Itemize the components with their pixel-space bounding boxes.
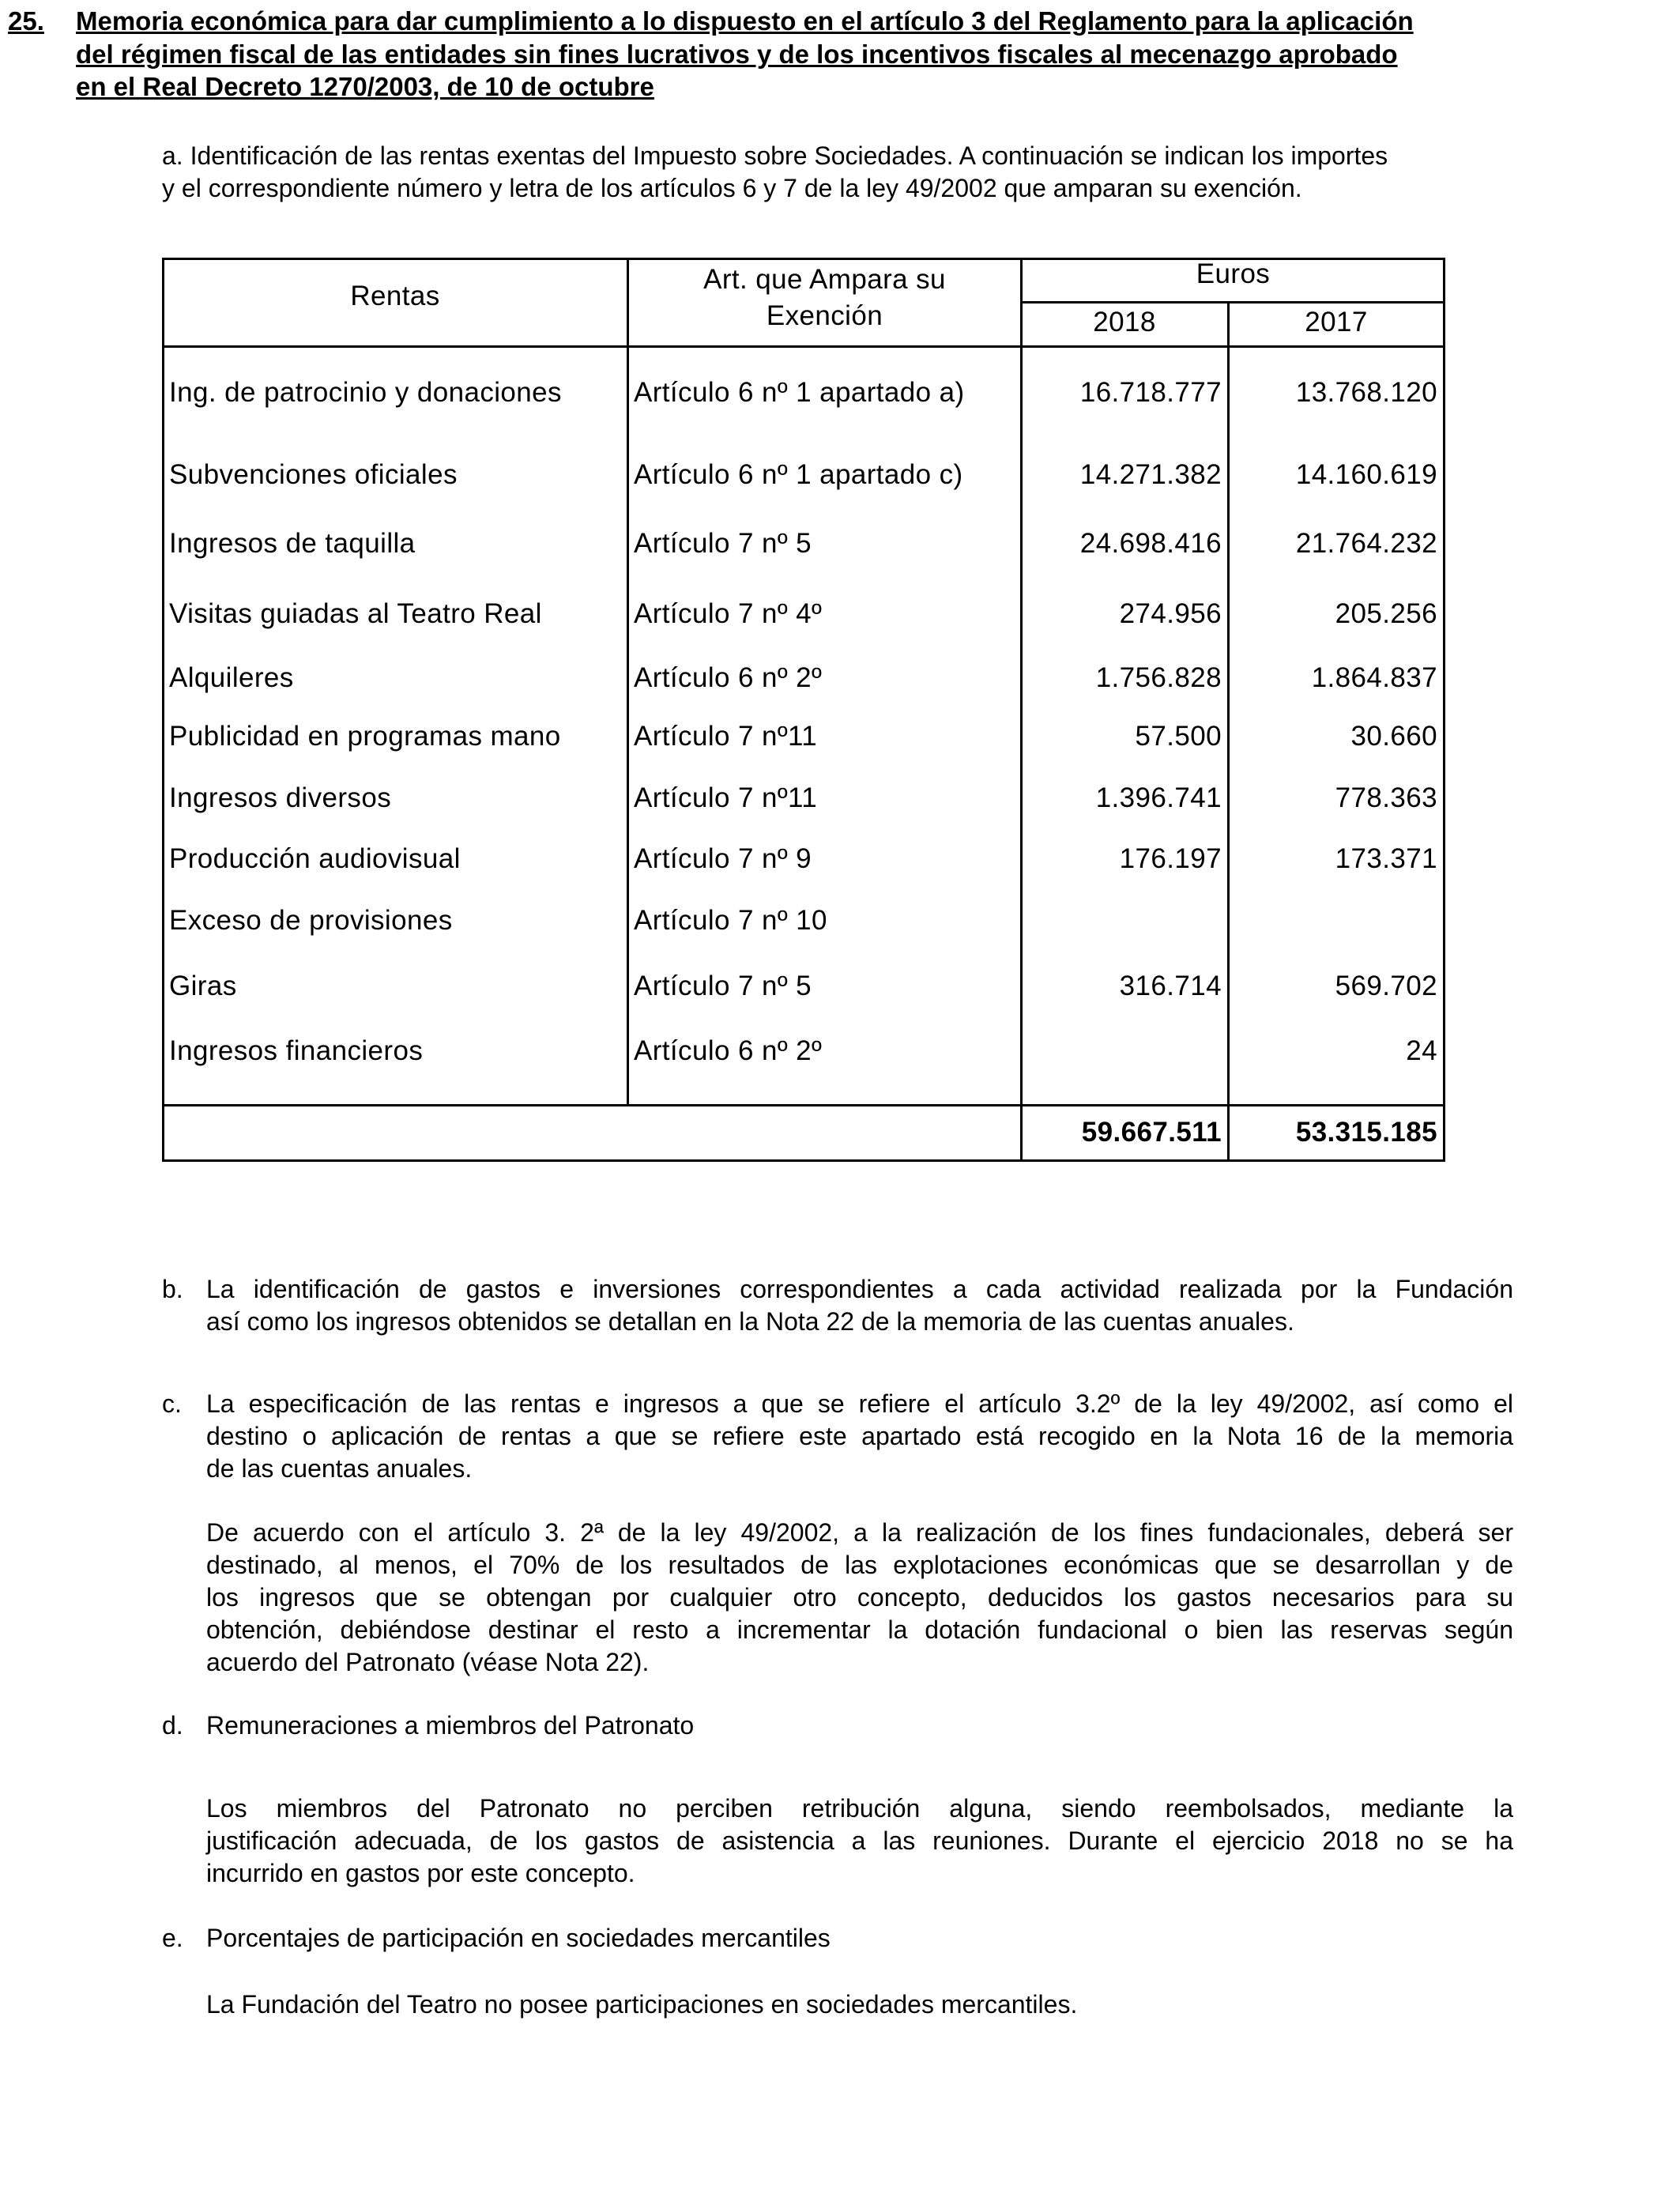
row-articulo: Artículo 6 nº 2º [634, 1035, 823, 1066]
header-euros: Euros [1196, 258, 1271, 289]
section-e-label: e. [162, 1924, 183, 1952]
row-articulo: Artículo 7 nº11 [634, 782, 818, 813]
row-renta: Visitas guiadas al Teatro Real [169, 598, 542, 629]
section-b-text [206, 1273, 1513, 1338]
section-d-title [206, 1710, 1513, 1742]
header-art-line-2: Exención [766, 300, 883, 331]
row-renta: Producción audiovisual [169, 843, 461, 874]
row-value-2018: 316.714 [1119, 971, 1222, 1001]
section-e-text [206, 1989, 1513, 2021]
total-2018: 59.667.511 [1081, 1117, 1222, 1148]
row-value-2017: 778.363 [1335, 782, 1437, 813]
section-a-line-1: a. Identificación de las rentas exentas del Impuesto sobre Sociedades. A continuación se indican los importes [162, 141, 1388, 170]
row-value-2017: 13.768.120 [1295, 377, 1437, 408]
row-value-2017: 569.702 [1335, 971, 1437, 1001]
section-a-intro [162, 140, 1513, 205]
row-renta: Giras [169, 971, 237, 1001]
row-renta: Publicidad en programas mano [169, 721, 561, 752]
section-c-line-3: de las cuentas anuales. [206, 1454, 473, 1483]
row-value-2018: 24.698.416 [1079, 528, 1222, 559]
row-articulo: Artículo 7 nº 4º [634, 598, 823, 629]
header-year-2018: 2018 [1093, 307, 1156, 337]
totals-top-rule [162, 1104, 1445, 1106]
header-art-line-1: Art. que Ampara su [703, 264, 946, 295]
header-bottom-rule [162, 345, 1445, 348]
section-c-p2-line-4: obtención, debiéndose destinar el resto a incrementar la dotación fundacional o bien las reservas según [206, 1615, 1513, 1644]
row-value-2017: 14.160.619 [1295, 459, 1437, 490]
col-rule-1 [627, 258, 629, 1106]
heading-line-3: en el Real Decreto 1270/2003, de 10 de octubre [76, 72, 654, 101]
row-value-2018: 16.718.777 [1079, 377, 1222, 408]
section-d-line-2: justificación adecuada, de los gastos de asistencia a las reuniones. Durante el ejercicio 2018 no se ha [206, 1826, 1513, 1855]
row-value-2017: 205.256 [1335, 598, 1437, 629]
row-articulo: Artículo 7 nº11 [634, 721, 818, 752]
section-e-line-1: La Fundación del Teatro no posee participaciones en sociedades mercantiles. [206, 1990, 1078, 2019]
section-a-line-2: y el correspondiente número y letra de los artículos 6 y 7 de la ley 49/2002 que amparan su exención. [162, 174, 1302, 202]
section-c-text [206, 1388, 1513, 1485]
section-d-title-text: Remuneraciones a miembros del Patronato [206, 1711, 695, 1740]
table-right-border [1443, 258, 1445, 1162]
header-rentas: Rentas [350, 281, 440, 311]
section-c-paragraph-2 [206, 1517, 1513, 1679]
row-articulo: Artículo 6 nº 1 apartado c) [634, 459, 963, 490]
row-articulo: Artículo 7 nº 5 [634, 528, 812, 559]
heading-line-2: del régimen fiscal de las entidades sin fines lucrativos y de los incentivos fiscales al mecenazgo aprobado [76, 40, 1398, 69]
table-bottom-border [162, 1159, 1445, 1162]
row-renta: Ingresos financieros [169, 1035, 424, 1066]
row-value-2018: 1.756.828 [1095, 662, 1222, 693]
table-left-border [162, 258, 164, 1162]
row-value-2018: 176.197 [1119, 843, 1222, 874]
section-c-line-1: La especificación de las rentas e ingresos a que se refiere el artículo 3.2º de la ley 49/2002, así como el [206, 1389, 1513, 1418]
row-value-2018: 57.500 [1135, 721, 1222, 752]
section-e-title-text: Porcentajes de participación en sociedades mercantiles [206, 1924, 831, 1952]
row-value-2017: 24 [1406, 1035, 1437, 1066]
section-d-line-1: Los miembros del Patronato no perciben retribución alguna, siendo reembolsados, mediante la [206, 1794, 1513, 1823]
row-articulo: Artículo 7 nº 5 [634, 971, 812, 1001]
section-d-line-3: incurrido en gastos por este concepto. [206, 1859, 635, 1887]
row-renta: Subvenciones oficiales [169, 459, 458, 490]
section-c-p2-line-5: acuerdo del Patronato (véase Nota 22). [206, 1648, 650, 1676]
row-value-2017: 21.764.232 [1295, 528, 1437, 559]
row-renta: Ingresos de taquilla [169, 528, 416, 559]
section-e-title [206, 1922, 1513, 1955]
row-value-2018: 14.271.382 [1079, 459, 1222, 490]
section-c-p2-line-1: De acuerdo con el artículo 3. 2ª de la ley 49/2002, a la realización de los fines fundacionales, deberá ser [206, 1518, 1513, 1547]
section-b-line-1: La identificación de gastos e inversiones correspondientes a cada actividad realizada por la Fundación [206, 1275, 1513, 1303]
header-year-2017: 2017 [1305, 307, 1368, 337]
section-d-text [206, 1793, 1513, 1890]
row-value-2017: 1.864.837 [1311, 662, 1437, 693]
row-renta: Ingresos diversos [169, 782, 392, 813]
row-renta: Exceso de provisiones [169, 905, 453, 936]
section-b-line-2: así como los ingresos obtenidos se detallan en la Nota 22 de la memoria de las cuentas anuales. [206, 1307, 1294, 1336]
row-renta: Alquileres [169, 662, 294, 693]
row-value-2017: 30.660 [1350, 721, 1437, 752]
row-value-2018: 274.956 [1119, 598, 1222, 629]
heading-line-1: Memoria económica para dar cumplimiento a lo dispuesto en el artículo 3 del Reglamento para la aplicación [76, 6, 1414, 36]
row-articulo: Artículo 6 nº 2º [634, 662, 823, 693]
section-c-p2-line-2: destinado, al menos, el 70% de los resultados de las explotaciones económicas que se desarrollan y de [206, 1551, 1513, 1579]
row-renta: Ing. de patrocinio y donaciones [169, 377, 562, 408]
total-2017: 53.315.185 [1295, 1117, 1437, 1148]
section-b-label: b. [162, 1275, 183, 1303]
row-articulo: Artículo 6 nº 1 apartado a) [634, 377, 965, 408]
row-value-2018: 1.396.741 [1095, 782, 1222, 813]
row-articulo: Artículo 7 nº 9 [634, 843, 812, 874]
row-articulo: Artículo 7 nº 10 [634, 905, 827, 936]
section-c-label: c. [162, 1389, 182, 1418]
section-c-p2-line-3: los ingresos que se obtengan por cualquier otro concepto, deducidos los gastos necesarios para su [206, 1583, 1513, 1612]
section-c-line-2: destino o aplicación de rentas a que se refiere este apartado está recogido en la Nota 16 de la memoria [206, 1422, 1513, 1450]
section-d-label: d. [162, 1711, 183, 1740]
section-number: 25. [8, 6, 44, 36]
row-value-2017: 173.371 [1335, 843, 1437, 874]
euros-rule [1021, 301, 1445, 303]
